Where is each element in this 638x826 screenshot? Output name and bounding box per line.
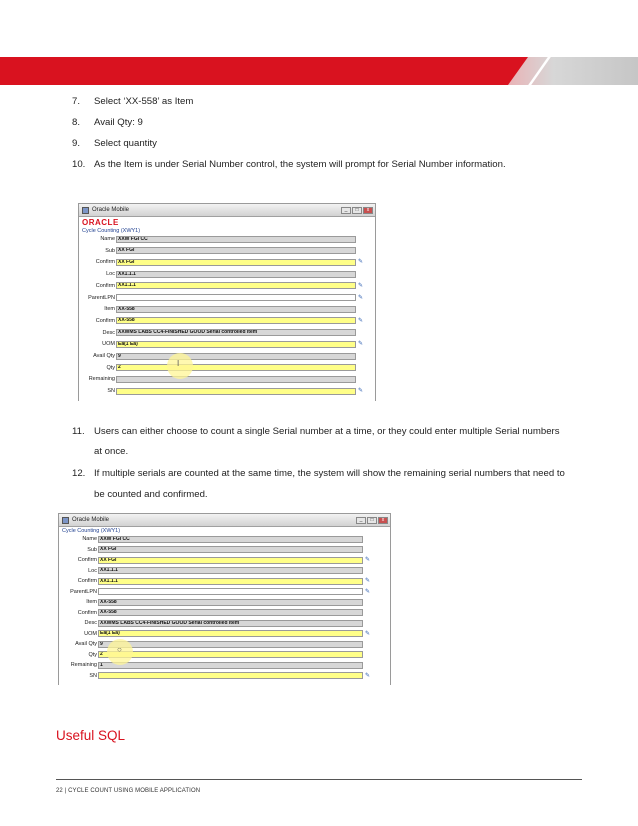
- field-label: Confirm: [95, 282, 115, 289]
- field-input[interactable]: XX1.1.1: [98, 567, 363, 574]
- field-label: Avail Qty: [75, 641, 97, 647]
- field-row: [59, 598, 363, 606]
- field-input[interactable]: [98, 588, 363, 595]
- field-input[interactable]: XX1.1.1: [116, 282, 356, 289]
- field-label: UOM: [102, 341, 115, 348]
- field-row: [59, 640, 363, 648]
- window-body: [59, 527, 390, 685]
- field-input[interactable]: XX-558: [98, 609, 363, 616]
- field-row: [59, 535, 363, 543]
- field-input[interactable]: [116, 294, 356, 301]
- field-input[interactable]: XX FGI: [116, 247, 356, 254]
- flashlight-icon[interactable]: ✎: [358, 282, 364, 289]
- flashlight-icon[interactable]: ✎: [358, 341, 364, 348]
- maximize-icon[interactable]: □: [352, 207, 362, 214]
- field-row: [79, 375, 356, 383]
- field-input[interactable]: XX-558: [116, 306, 356, 313]
- field-label: Loc: [88, 567, 97, 574]
- field-row: [59, 546, 363, 554]
- field-input[interactable]: XX-558: [98, 599, 363, 606]
- oracle-mobile-window-2: [58, 513, 391, 685]
- form-name: Cycle Counting (XWY1): [82, 228, 141, 234]
- field-label: Sub: [87, 546, 97, 553]
- field-label: Confirm: [95, 259, 115, 266]
- step-11-continued: at once.: [94, 446, 129, 457]
- flashlight-icon[interactable]: ✎: [365, 672, 371, 679]
- step-9: 9. Select quantity: [72, 138, 157, 149]
- field-input[interactable]: 9: [116, 353, 356, 360]
- step-7: 7. Select ‘XX-558’ as Item: [72, 96, 194, 107]
- field-label: SN: [107, 388, 115, 395]
- field-row: [59, 630, 371, 638]
- field-row: [79, 235, 356, 243]
- field-input[interactable]: 9: [98, 641, 363, 648]
- cursor-highlight: [167, 353, 193, 379]
- minimize-icon[interactable]: _: [356, 517, 366, 524]
- field-input[interactable]: Ea(1 Ea): [98, 630, 363, 637]
- field-input[interactable]: XX-558: [116, 317, 356, 324]
- step-12: 12. If multiple serials are counted at the same time, the system will show the remaining serial numbers that need to: [72, 468, 565, 479]
- flashlight-icon[interactable]: ✎: [365, 630, 371, 637]
- field-label: Item: [104, 306, 115, 313]
- field-input[interactable]: XXW FGI CC: [116, 236, 356, 243]
- field-row: [79, 387, 364, 395]
- field-input[interactable]: [116, 388, 356, 395]
- field-input[interactable]: XXWMS LABS CC4-FINISHED GOOD Serial controlled item: [98, 620, 363, 627]
- step-10: 10. As the Item is under Serial Number control, the system will prompt for Serial Number information.: [72, 159, 506, 170]
- field-input[interactable]: 2: [116, 364, 356, 371]
- field-row: [79, 364, 356, 372]
- step-12-continued: be counted and confirmed.: [94, 489, 208, 500]
- field-label: Qty: [106, 364, 115, 371]
- oracle-logo: ORACLE: [82, 218, 119, 227]
- field-row: [79, 294, 364, 302]
- field-input[interactable]: Ea(1 Ea): [116, 341, 356, 348]
- field-input[interactable]: XXWMS LABS CC4-FINISHED GOOD Serial controlled item: [116, 329, 356, 336]
- window-title: Oracle Mobile: [72, 517, 110, 523]
- field-label: ParentLPN: [88, 294, 115, 301]
- field-row: [59, 556, 371, 564]
- window-titlebar: [79, 204, 375, 217]
- field-label: Desc: [102, 329, 115, 336]
- cursor-ring-icon: ○: [117, 645, 122, 654]
- field-row: [59, 661, 363, 669]
- window-title: Oracle Mobile: [92, 207, 130, 213]
- field-label: Confirm: [77, 557, 97, 563]
- field-input[interactable]: XX1.1.1: [98, 578, 363, 585]
- field-input[interactable]: XX1.1.1: [116, 271, 356, 278]
- field-label: Confirm: [95, 317, 115, 324]
- field-label: Sub: [105, 247, 115, 254]
- field-input[interactable]: XX FGI: [98, 557, 363, 564]
- field-label: Remaining: [88, 376, 115, 383]
- flashlight-icon[interactable]: ✎: [365, 557, 371, 563]
- field-label: Confirm: [77, 609, 97, 616]
- java-window-icon: [62, 517, 69, 524]
- text-cursor-icon: I: [177, 359, 180, 368]
- field-row: [59, 609, 363, 617]
- flashlight-icon[interactable]: ✎: [358, 259, 364, 266]
- field-row: [79, 340, 364, 348]
- step-11: 11. Users can either choose to count a single Serial number at a time, or they could enter multiple Serial numbers: [72, 426, 560, 437]
- field-label: SN: [89, 672, 97, 679]
- field-row: [59, 567, 363, 575]
- field-label: ParentLPN: [70, 588, 97, 595]
- oracle-mobile-window-1: [78, 203, 376, 401]
- field-input[interactable]: XX FGI: [98, 546, 363, 553]
- field-row: [79, 352, 356, 360]
- field-label: Qty: [88, 651, 97, 658]
- field-row: [59, 577, 371, 585]
- maximize-icon[interactable]: □: [367, 517, 377, 524]
- field-label: Desc: [84, 620, 97, 626]
- footer-rule: [56, 779, 582, 780]
- step-8: 8. Avail Qty: 9: [72, 117, 143, 128]
- flashlight-icon[interactable]: ✎: [358, 294, 364, 301]
- close-icon[interactable]: x: [378, 517, 388, 524]
- field-row: [79, 247, 356, 255]
- field-label: Loc: [106, 271, 115, 278]
- header-grey-accent: [508, 57, 638, 85]
- field-label: Name: [100, 236, 115, 242]
- flashlight-icon[interactable]: ✎: [365, 578, 371, 584]
- flashlight-icon[interactable]: ✎: [358, 388, 364, 395]
- field-input[interactable]: 2: [98, 651, 363, 658]
- field-input[interactable]: [116, 376, 356, 383]
- field-label: Avail Qty: [93, 353, 115, 359]
- field-label: Item: [86, 599, 97, 605]
- field-row: [59, 651, 363, 659]
- field-label: Name: [82, 536, 97, 542]
- close-icon[interactable]: x: [363, 207, 373, 214]
- field-input[interactable]: XX FGI: [116, 259, 356, 266]
- field-row: [79, 305, 356, 313]
- flashlight-icon[interactable]: ✎: [358, 317, 364, 324]
- minimize-icon[interactable]: _: [341, 207, 351, 214]
- window-titlebar: [59, 514, 390, 527]
- field-label: Remaining: [70, 662, 97, 668]
- field-row: [59, 619, 363, 627]
- field-input[interactable]: [98, 672, 363, 679]
- field-row: [79, 270, 356, 278]
- flashlight-icon[interactable]: ✎: [365, 588, 371, 595]
- section-heading: Useful SQL: [56, 728, 126, 743]
- field-label: Confirm: [77, 578, 97, 584]
- field-row: [79, 282, 364, 290]
- form-name: Cycle Counting (XWY1): [62, 528, 121, 534]
- field-row: [59, 588, 371, 596]
- page-footer: 22 | CYCLE COUNT USING MOBILE APPLICATION: [56, 788, 201, 794]
- window-body: [79, 217, 375, 401]
- field-row: [79, 329, 356, 337]
- field-row: [79, 258, 364, 266]
- field-row: [79, 317, 364, 325]
- field-label: UOM: [84, 630, 97, 637]
- field-input[interactable]: 1: [98, 662, 363, 669]
- field-row: [59, 672, 371, 680]
- java-window-icon: [82, 207, 89, 214]
- field-input[interactable]: XXW FGI CC: [98, 536, 363, 543]
